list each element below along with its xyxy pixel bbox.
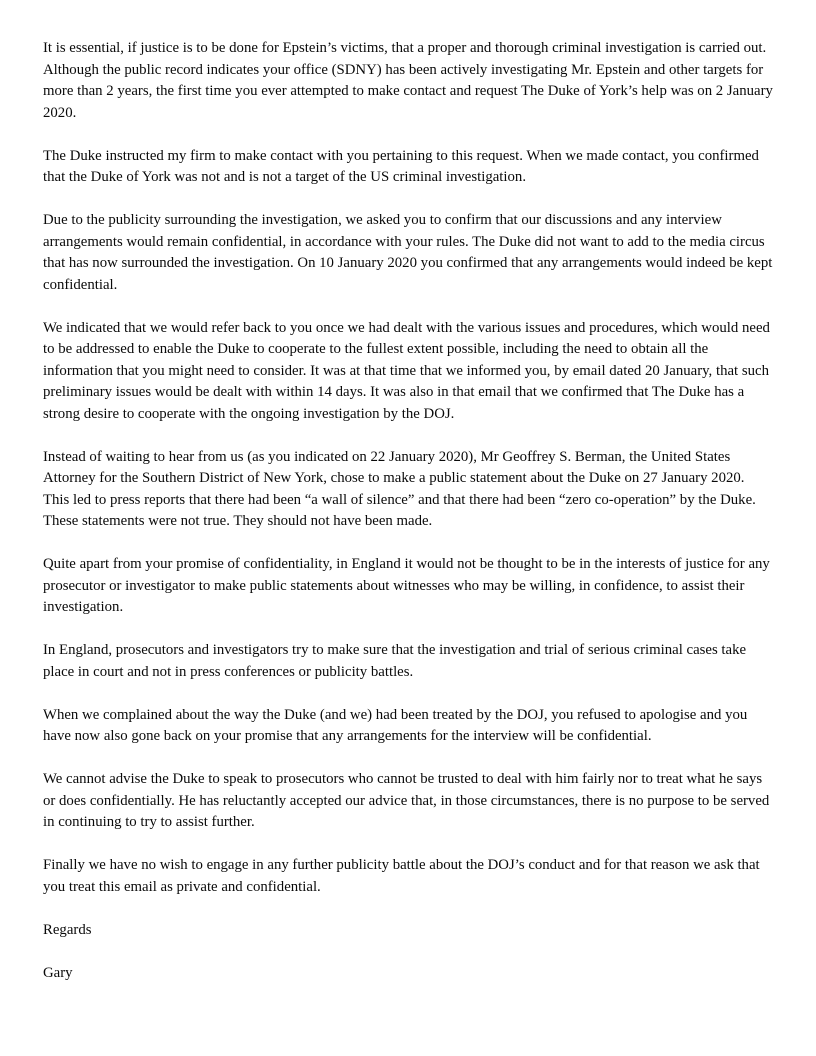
closing-line: Regards (43, 921, 92, 938)
paragraph: We indicated that we would refer back to you once we had dealt with the various issues and procedures, which would need to be addressed to enable the Duke to cooperate to the fullest extent possible, including the need to obtain all the information that you might need to consider. It was at that time that we informed you, by email dated 20 January, that such preliminary issues would be dealt with within 14 days. It was also in that email that we confirmed that The Duke has a strong desire to cooperate with the ongoing investigation by the DOJ. (43, 319, 770, 422)
paragraph: In England, prosecutors and investigators try to make sure that the investigation and trial of serious criminal cases take place in court and not in press conferences or publicity battles. (43, 642, 747, 680)
paragraph: The Duke instructed my firm to make contact with you pertaining to this request. When we made contact, you confirmed that the Duke of York was not and is not a target of the US criminal investigation. (43, 147, 759, 185)
paragraph: Due to the publicity surrounding the investigation, we asked you to confirm that our discussions and any interview arrangements would remain confidential, in accordance with your rules. The Duke did not want to add to the media circus that has now surrounded the investigation. On 10 January 2020 you confirmed that any arrangements would indeed be kept confidential. (43, 212, 773, 293)
paragraph: Quite apart from your promise of confidentiality, in England it would not be thought to be in the interests of justice for any prosecutor or investigator to make public statements about witnesses who may be willing, in confidence, to assist their investigation. (43, 556, 770, 615)
paragraph: When we complained about the way the Duke (and we) had been treated by the DOJ, you refused to apologise and you have now also gone back on your promise that any arrangements for the interview will be confidential. (43, 706, 748, 744)
signature-line: Gary (43, 964, 73, 981)
paragraph: We cannot advise the Duke to speak to prosecutors who cannot be trusted to deal with him fairly nor to treat what he says or does confidentially. He has reluctantly accepted our advice that, in those circumstances, there is no purpose to be served in continuing to try to assist further. (43, 771, 770, 830)
paragraph: It is essential, if justice is to be done for Epstein’s victims, that a proper and thorough criminal investigation is carried out. Although the public record indicates your office (SDNY) has been actively investigating Mr. Epstein and other targets for more than 2 years, the first time you ever attempted to make contact and request The Duke of York’s help was on 2 January 2020. (43, 40, 773, 121)
paragraph: Finally we have no wish to engage in any further publicity battle about the DOJ’s conduct and for that reason we ask that you treat this email as private and confidential. (43, 857, 760, 895)
paragraph: Instead of waiting to hear from us (as you indicated on 22 January 2020), Mr Geoffrey S. Berman, the United States Attorney for the Southern District of New York, chose to make a public statement about the Duke on 27 January 2020. This led to press reports that there had been “a wall of silence” and that there had been “zero co-operation” by the Duke. These statements were not true. They should not have been made. (43, 448, 756, 529)
